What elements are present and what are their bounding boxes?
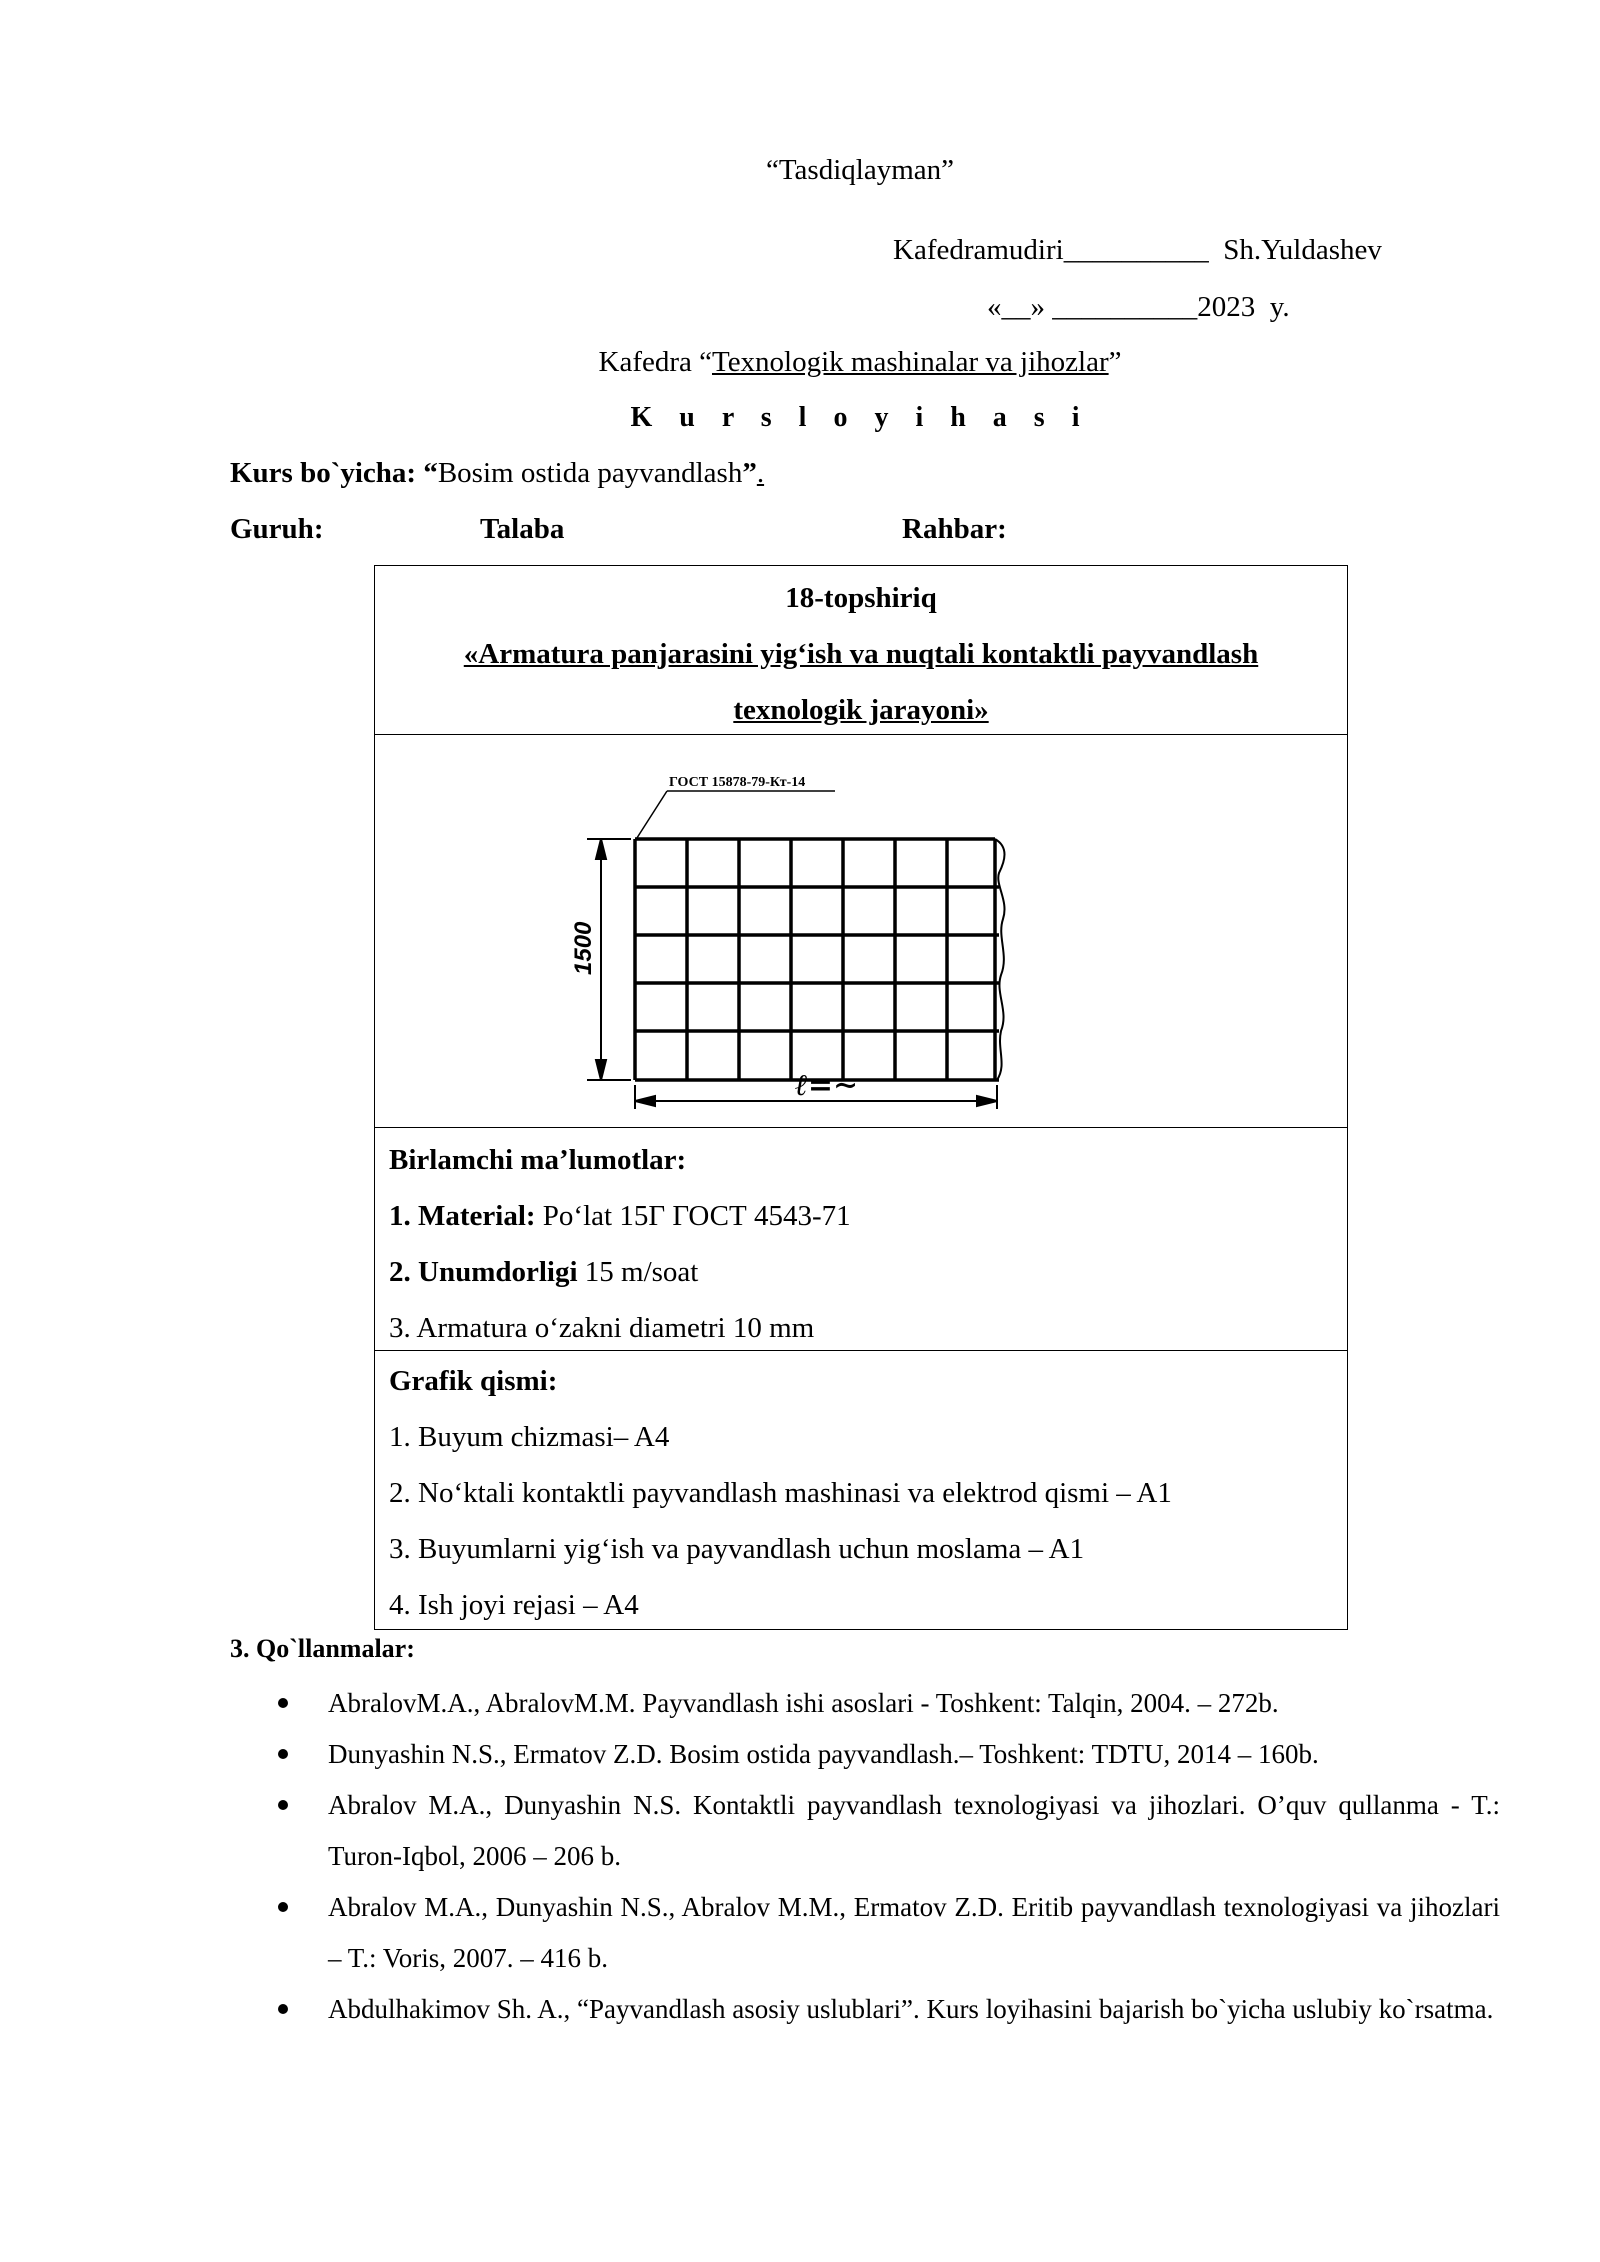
- graphic-item: 1. Buyum chizmasi– A4: [389, 1421, 670, 1453]
- productivity-row: [389, 1244, 1333, 1300]
- bullet-icon: [278, 1749, 288, 1759]
- bullet-icon: [278, 1902, 288, 1912]
- reference-text: Abdulhakimov Sh. A., “Payvandlash asosiy uslublari”. Kurs loyihasini bajarish bo`yicha uslubiy ko`rsatma.: [328, 1994, 1494, 2024]
- student-label: Talaba: [480, 513, 565, 545]
- graphic-item: 4. Ish joyi rejasi – A4: [389, 1589, 639, 1621]
- reference-item: [270, 1780, 1500, 1882]
- date-day-blank: __: [1001, 291, 1031, 323]
- date-suffix: y.: [1269, 291, 1290, 323]
- date-month-blank: __________: [1052, 291, 1198, 323]
- approval-date-line: [987, 289, 1290, 325]
- material-row: [389, 1188, 1333, 1244]
- course-period: .: [756, 457, 765, 489]
- department-name: Texnologik mashinalar va jihozlar: [712, 346, 1109, 378]
- reference-item: [270, 1882, 1500, 1984]
- supervisor-label: Rahbar:: [902, 513, 1007, 545]
- department-head-line: [893, 232, 1382, 268]
- reference-text: Abralov M.A., Dunyashin N.S. Kontaktli payvandlash texnologiyasi va jihozlari. O’quv qullanma - T.: Turon-Iqbol, 2006 – 206 b.: [328, 1790, 1500, 1871]
- graphic-item: 3. Buyumlarni yig‘ish va payvandlash uchun moslama – A1: [389, 1533, 1085, 1565]
- reinforcement-grid: [635, 839, 999, 1080]
- department-line: [0, 344, 1600, 380]
- bullet-icon: [278, 1698, 288, 1708]
- diameter-row: 3. Armatura o‘zakni diametri 10 mm: [389, 1312, 815, 1344]
- height-dimension-label: 1500: [570, 921, 597, 975]
- references-list: [270, 1678, 1500, 2035]
- task-title-line1: «Armatura panjarasini yig‘ish va nuqtali kontaktli payvandlash: [463, 638, 1259, 670]
- task-title-cell: [375, 566, 1347, 734]
- material-value: Po‘lat 15Г ГОСТ 4543-71: [535, 1200, 851, 1232]
- reference-item: [270, 1678, 1500, 1729]
- date-open-quote: «: [987, 291, 1002, 323]
- date-close-quote: »: [1030, 291, 1045, 323]
- bullet-icon: [278, 1800, 288, 1810]
- head-label: Kafedramudiri: [893, 234, 1064, 266]
- references-title: 3. Qo`llanmalar:: [230, 1634, 415, 1663]
- length-dimension-label: ℓ=∼: [795, 1068, 859, 1103]
- productivity-label: 2. Unumdorligi: [389, 1256, 578, 1288]
- bullet-icon: [278, 2004, 288, 2014]
- course-open-quote: “: [416, 457, 438, 489]
- initial-data-title: Birlamchi ma’lumotlar:: [389, 1144, 687, 1176]
- graphic-part-cell: [375, 1350, 1347, 1631]
- group-label: Guruh:: [230, 513, 324, 545]
- mesh-drawing: [565, 755, 1125, 1115]
- reference-item: [270, 1729, 1500, 1780]
- material-label: 1. Material:: [389, 1200, 536, 1232]
- standard-label: ГОСТ 15878-79-Кт-14: [669, 775, 806, 790]
- task-number: 18-topshiriq: [785, 582, 937, 614]
- course-label: Kurs bo`yicha:: [230, 457, 417, 489]
- department-suffix: ”: [1108, 346, 1122, 378]
- productivity-value: 15 m/soat: [577, 1256, 699, 1288]
- approval-heading: “Tasdiqlayman”: [765, 154, 954, 186]
- reference-text: AbralovM.A., AbralovM.M. Payvandlash ishi asoslari - Toshkent: Talqin, 2004. – 272b.: [328, 1688, 1279, 1718]
- course-name: Bosim ostida payvandlash: [437, 457, 743, 489]
- course-line: [230, 455, 764, 491]
- reference-text: Abralov M.A., Dunyashin N.S., Abralov M.M., Ermatov Z.D. Eritib payvandlash texnologiyasi va jihozlari – T.: Voris, 2007. – 416 b.: [328, 1892, 1500, 1973]
- head-signature-blank: __________: [1063, 234, 1209, 266]
- graphic-item: 2. No‘ktali kontaktli payvandlash mashinasi va elektrod qismi – A1: [389, 1477, 1172, 1509]
- department-prefix: Kafedra “: [598, 346, 712, 378]
- reference-item: [270, 1984, 1500, 2035]
- initial-data-cell: [375, 1127, 1347, 1350]
- task-title-line2: texnologik jarayoni»: [733, 694, 989, 726]
- date-year: 2023: [1197, 291, 1256, 323]
- reference-text: Dunyashin N.S., Ermatov Z.D. Bosim ostida payvandlash.– Toshkent: TDTU, 2014 – 160b.: [328, 1739, 1319, 1769]
- head-name: Sh.Yuldashev: [1223, 234, 1382, 266]
- standard-leader: [635, 791, 835, 841]
- document-title: K u r s l o y i h a s i: [630, 402, 1090, 433]
- graphic-part-title: Grafik qismi:: [389, 1365, 558, 1397]
- course-close-quote: ”: [742, 457, 757, 489]
- drawing-cell: [375, 734, 1347, 1127]
- task-table: [374, 565, 1348, 1630]
